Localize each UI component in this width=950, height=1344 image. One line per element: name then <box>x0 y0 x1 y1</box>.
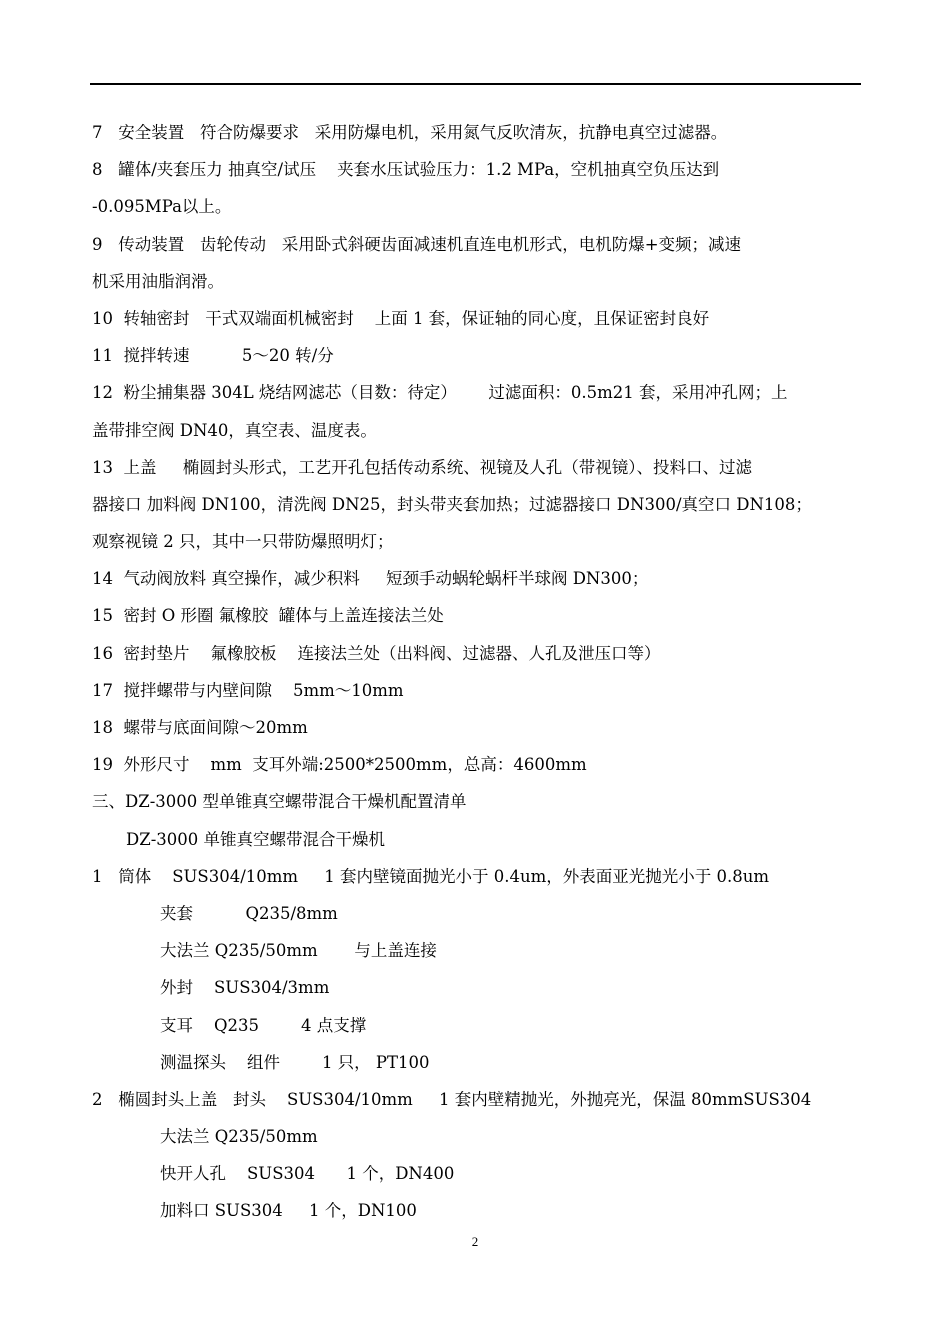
text-line: 快开人孔 SUS304 1 个，DN400 <box>160 1164 455 1184</box>
text-line: 12 粉尘捕集器 304L 烧结网滤芯（目数：待定） 过滤面积：0.5m21 套，采用冲孔网；上 <box>92 383 788 403</box>
text-line: 大法兰 Q235/50mm <box>160 1127 318 1147</box>
text-line: 2 椭圆封头上盖 封头 SUS304/10mm 1 套内壁精抛光，外抛亮光，保温 80mmSUS304 <box>92 1089 812 1109</box>
document-body <box>92 114 862 1230</box>
text-line: 17 搅拌螺带与内壁间隙 5mm～10mm <box>92 680 404 700</box>
text-line: 1 筒体 SUS304/10mm 1 套内壁镜面抛光小于 0.4um，外表面亚光抛光小于 0.8um <box>92 866 770 886</box>
text-line: 9 传动装置 齿轮传动 采用卧式斜硬齿面减速机直连电机形式，电机防爆+变频；减速 <box>92 234 742 254</box>
text-line: 15 密封 O 形圈 氟橡胶 罐体与上盖连接法兰处 <box>92 606 444 626</box>
text-line: 盖带排空阀 DN40，真空表、温度表。 <box>92 420 377 440</box>
text-line: 支耳 Q235 4 点支撑 <box>160 1015 367 1035</box>
text-line: 机采用油脂润滑。 <box>92 271 224 291</box>
text-line: 夹套 Q235/8mm <box>160 903 338 923</box>
text-line: 7 安全装置 符合防爆要求 采用防爆电机，采用氮气反吹清灰，抗静电真空过滤器。 <box>92 123 728 142</box>
text-line: 8 罐体/夹套压力 抽真空/试压 夹套水压试验压力：1.2 MPa，空机抽真空负压达到 <box>92 160 720 180</box>
text-line: 加料口 SUS304 1 个，DN100 <box>160 1201 417 1221</box>
text-line: 19 外形尺寸 mm 支耳外端:2500*2500mm，总高：4600mm <box>92 755 587 775</box>
page-number: 2 <box>471 1234 479 1249</box>
text-line: 器接口 加料阀 DN100，清洗阀 DN25，封头带夹套加热；过滤器接口 DN300/真空口 DN108； <box>92 494 812 514</box>
text-line: 16 密封垫片 氟橡胶板 连接法兰处（出料阀、过滤器、人孔及泄压口等） <box>92 643 661 663</box>
text-line: DZ-3000 单锥真空螺带混合干燥机 <box>126 829 386 849</box>
text-line: 10 转轴密封 干式双端面机械密封 上面 1 套，保证轴的同心度，且保证密封良好 <box>92 308 710 328</box>
text-line: 外封 SUS304/3mm <box>160 978 330 998</box>
text-line: -0.095MPa以上。 <box>92 197 232 217</box>
text-line: 大法兰 Q235/50mm 与上盖连接 <box>160 941 437 961</box>
text-line: 三、DZ-3000 型单锥真空螺带混合干燥机配置清单 <box>92 792 467 812</box>
text-line: 测温探头 组件 1 只， PT100 <box>160 1052 430 1072</box>
text-line: 14 气动阀放料 真空操作，减少积料 短颈手动蜗轮蜗杆半球阀 DN300； <box>92 569 649 589</box>
text-line: 11 搅拌转速 5～20 转/分 <box>92 346 334 366</box>
text-line: 观察视镜 2 只，其中一只带防爆照明灯； <box>92 532 394 552</box>
header-rule <box>90 83 861 85</box>
text-line: 18 螺带与底面间隙～20mm <box>92 718 308 737</box>
text-line: 13 上盖 椭圆封头形式，工艺开孔包括传动系统、视镜及人孔（带视镜）、投料口、过滤 <box>92 457 752 477</box>
